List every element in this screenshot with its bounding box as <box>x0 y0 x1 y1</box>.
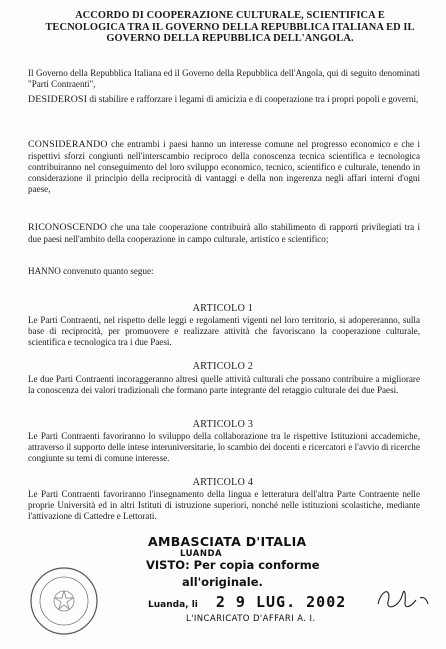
desiderosi-text: di stabilire e rafforzare i legami di amicizia e di cooperazione tra i propri popoli e governi, <box>87 94 419 104</box>
article-1-heading: ARTICOLO 1 <box>192 303 254 314</box>
article-3-text: Le Parti Contraenti favoriranno lo sviluppo della collaborazione tra le rispettive Istituzioni accademiche, attraverso il supporto delle intese interuniversitarie, lo scambio dei docenti e ricercatori e l'avvio di ricerche congiunte su temi di comune interesse. <box>28 431 420 463</box>
preamble-hanno: HANNO convenuto quanto segue: <box>28 266 154 276</box>
title-line-2: TECNOLOGICA TRA IL GOVERNO DELLA REPUBBLICA ITALIANA ED IL <box>45 21 415 33</box>
document-title <box>40 10 420 45</box>
stamp-date: 2 9 LUG. 2002 <box>215 593 347 611</box>
stamp-visto: VISTO: Per copia conforme <box>146 558 320 572</box>
preamble-desiderosi <box>28 94 420 106</box>
stamp-date-line <box>148 593 346 611</box>
article-2-heading: ARTICOLO 2 <box>192 361 254 372</box>
stamp-originale: all'originale. <box>182 575 263 589</box>
riconoscendo-text: che una tale cooperazione contribuirà allo stabilimento di rapporti privilegiati tra i due paesi nell'ambito della cooperazione in campo culturale, artistico e scientifico; <box>28 222 420 244</box>
signature-icon <box>372 578 432 618</box>
article-4-heading: ARTICOLO 4 <box>192 477 254 488</box>
preamble-considerando <box>28 139 420 195</box>
stamp-place: Luanda, li <box>148 600 198 610</box>
stamp-incaricato: L'INCARICATO D'AFFARI A. I. <box>186 614 316 624</box>
article-4-text: Le Parti Contraenti favoriranno l'insegnamento della lingua e letteratura dell'altra Parte Contraente nelle proprie Università ed in altri Istituti di istruzione superiori, nonché nelle istituzioni scolastiche, mediante l'attivazione di Cattedre e Lettorati. <box>28 489 420 521</box>
article-1-text: Le Parti Contraenti, nel rispetto delle leggi e regolamenti vigenti nel loro territorio, si adopereranno, sulla base di reciprocità, per promuovere e realizzare attività che favoriscano la cooperazione culturale, scientifica e tecnologica tra i due Paesi. <box>28 315 420 347</box>
desiderosi-lead: DESIDEROSI <box>28 94 88 105</box>
article-2-text: Le due Parti Contraenti incoraggeranno altresì quelle attività culturali che possano contribuire a migliorare la conoscenza dei valori tradizionali che formano parte integrante del retaggio culturale dei due Paesi. <box>28 374 420 395</box>
stamp-embassy: AMBASCIATA D'ITALIA <box>148 534 307 549</box>
riconoscendo-lead: RICONOSCENDO <box>28 222 108 233</box>
stamp-city: LUANDA <box>180 549 223 559</box>
article-3-heading: ARTICOLO 3 <box>192 419 254 430</box>
considerando-text: che entrambi i paesi hanno un interesse comune nel progresso economico e che i rispettivi sforzi congiunti nell'interscambio reciproco della conoscenza tecnica scientifica e tecnologica contribuiranno nel conseguimento del loro sviluppo economico, tecnico, scientifico e culturale, tenendo in considerazione il principio della reciprocità di vantaggi e della non ingerenza negli affari interni d'ogni paese, <box>28 139 420 194</box>
title-line-3: GOVERNO DELLA REPUBBLICA DELL'ANGOLA. <box>106 33 354 44</box>
preamble-intro: Il Governo della Repubblica Italiana ed il Governo della Repubblica dell'Angola, qui di seguito denominati "Parti Contraenti", <box>28 68 420 89</box>
preamble-riconoscendo <box>28 222 420 245</box>
considerando-lead: CONSIDERANDO <box>28 139 108 150</box>
embassy-seal-icon <box>28 565 100 637</box>
title-line-1: ACCORDO DI COOPERAZIONE CULTURALE, SCIENTIFICA E <box>75 10 385 21</box>
